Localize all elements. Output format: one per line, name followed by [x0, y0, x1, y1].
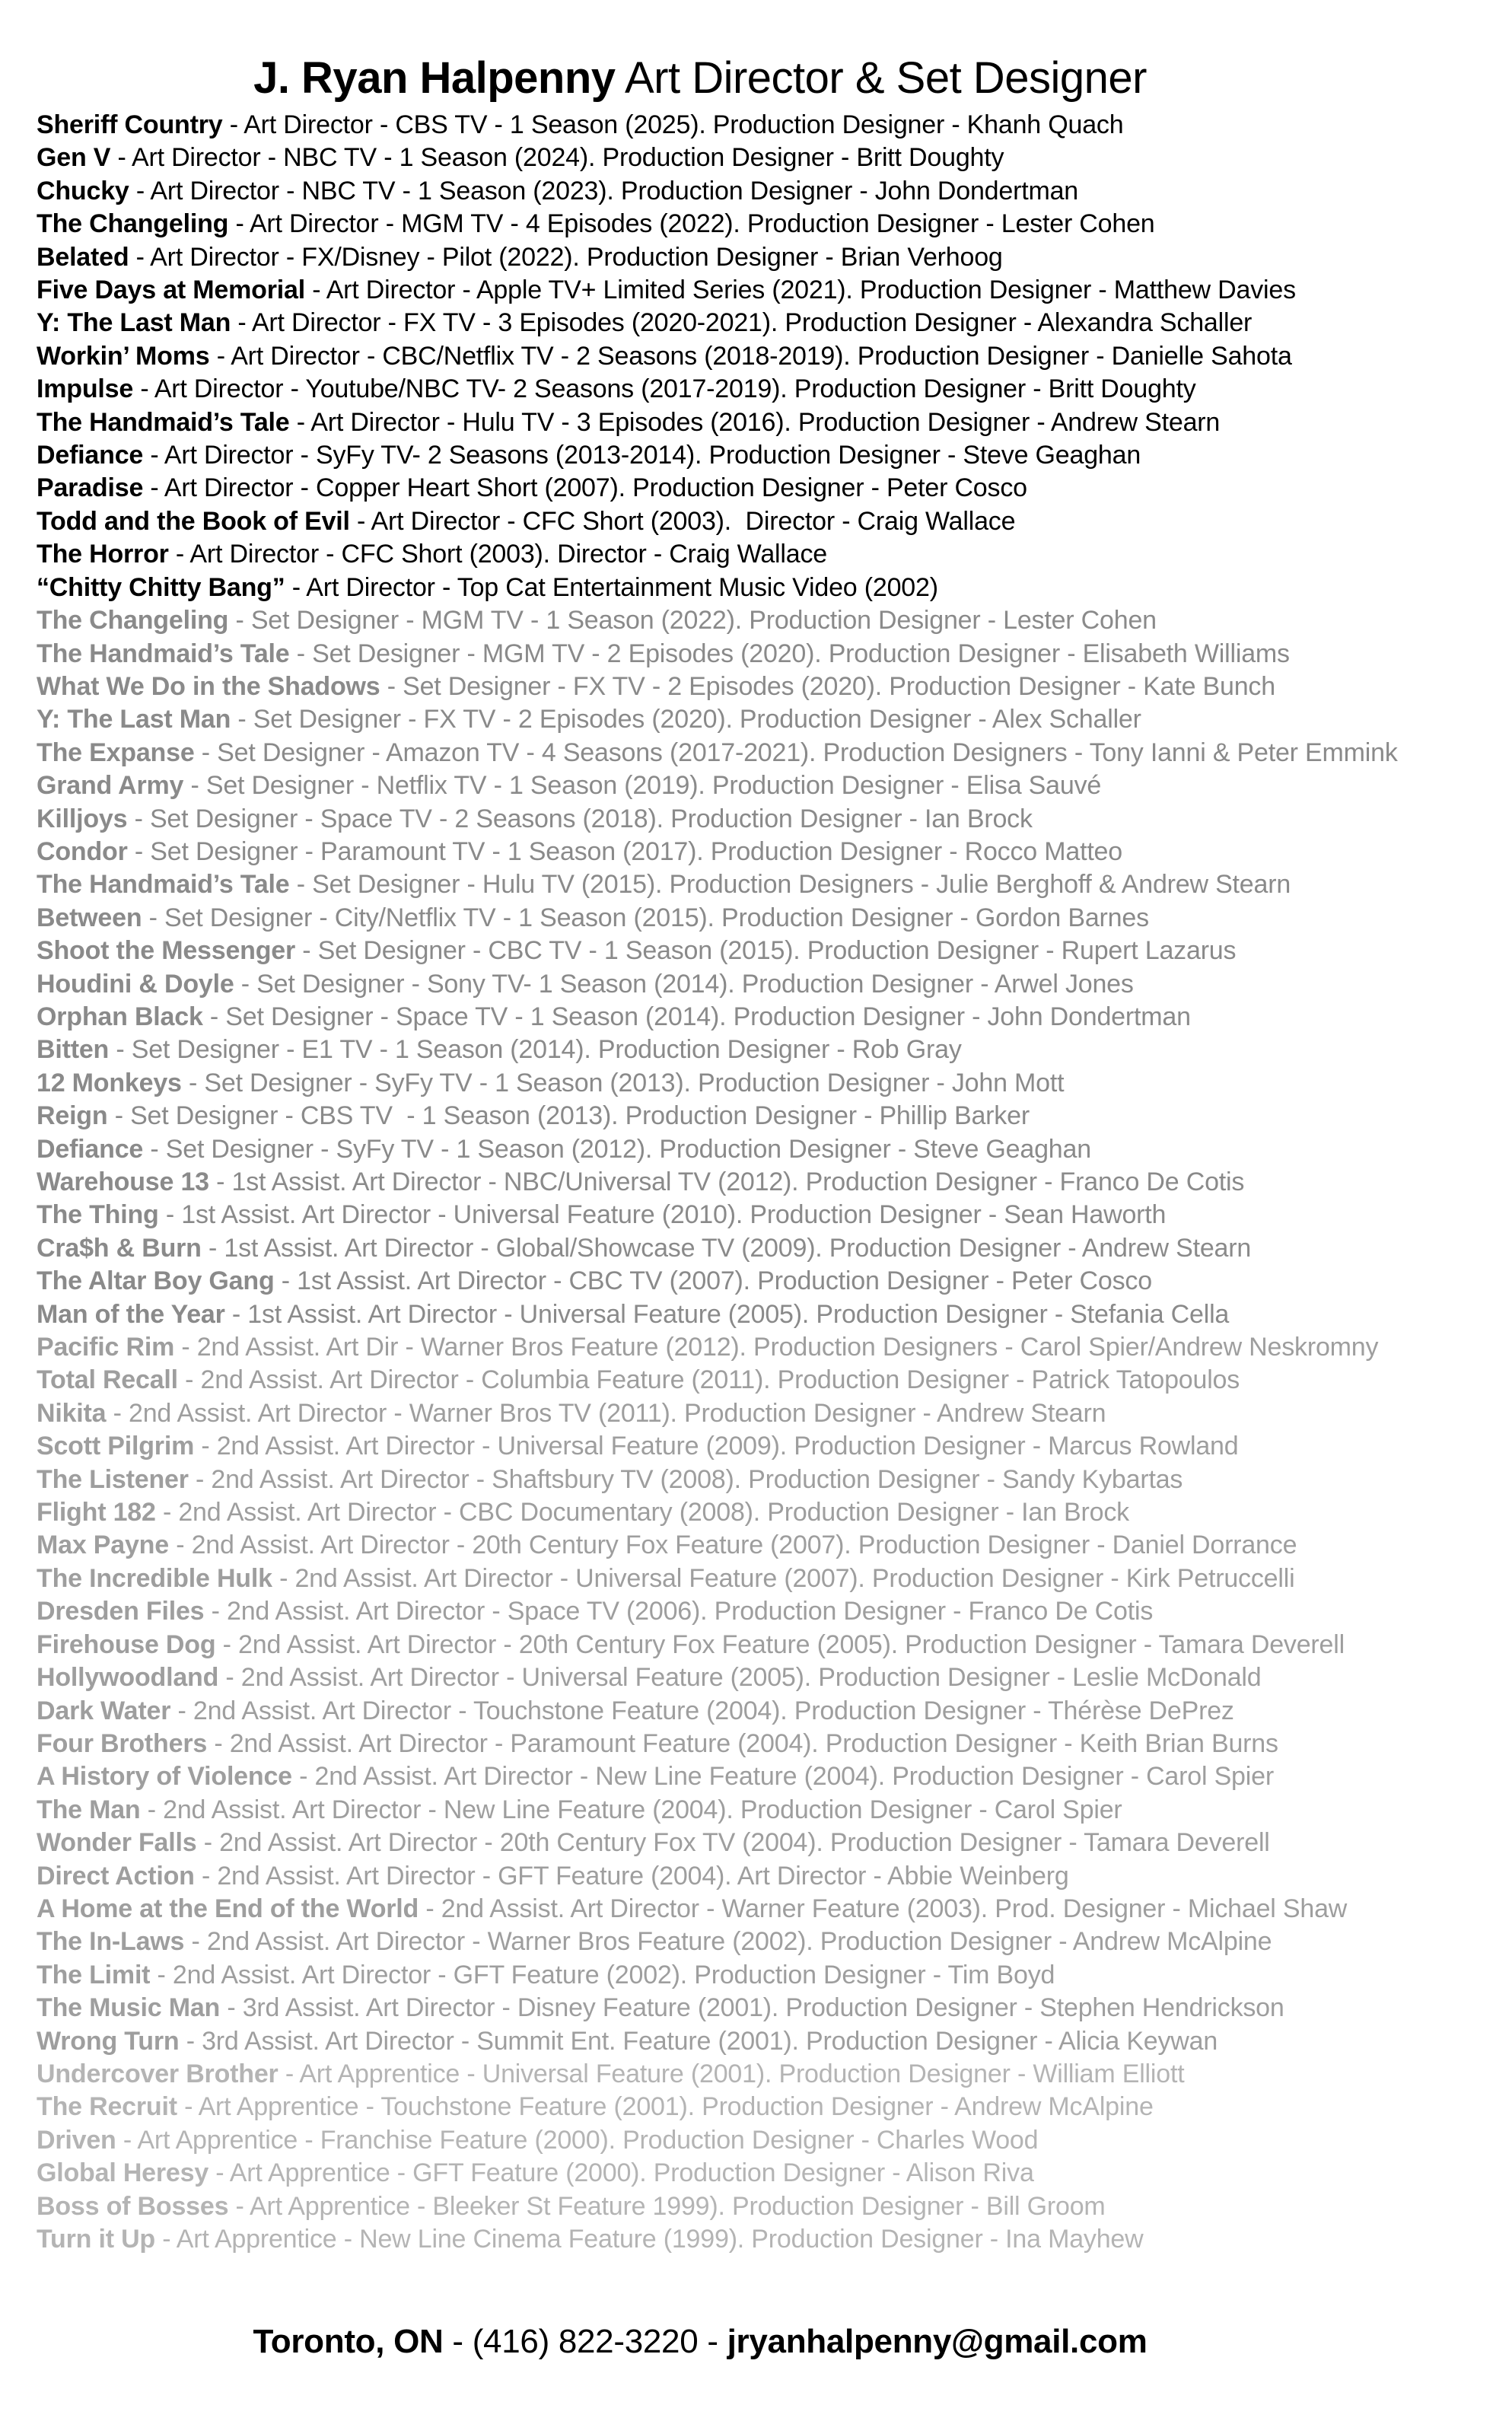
- credit-detail: - Set Designer - CBS TV - 1 Season (2013). Production Designer - Phillip Barker: [107, 1101, 1030, 1131]
- credit-title: The Handmaid’s Tale: [37, 870, 290, 900]
- credit-line: [37, 1265, 1490, 1298]
- credit-line: [37, 868, 1490, 901]
- credit-line: [37, 2223, 1490, 2256]
- credit-line: [37, 1563, 1490, 1595]
- credit-line: [37, 836, 1490, 868]
- credit-line: [37, 1827, 1490, 1859]
- credit-title: Orphan Black: [37, 1002, 203, 1031]
- credit-line: [37, 373, 1490, 406]
- credit-line: [37, 935, 1490, 967]
- credit-detail: - Set Designer - Amazon TV - 4 Seasons (2017-2021). Production Designers - Tony Ianni & Peter Emmink: [194, 737, 1398, 767]
- contact-separator-2: -: [698, 2323, 727, 2360]
- credit-title: Chucky: [37, 176, 129, 205]
- credit-line: [37, 1661, 1490, 1694]
- credit-line: [37, 1001, 1490, 1034]
- credit-title: The Handmaid’s Tale: [37, 407, 290, 437]
- credit-title: The Changeling: [37, 606, 229, 636]
- credit-detail: - Set Designer - CBC TV - 1 Season (2015). Production Designer - Rupert Lazarus: [295, 936, 1237, 966]
- credit-line: [37, 1629, 1490, 1661]
- credit-detail: - 2nd Assist. Art Director - Paramount Feature (2004). Production Designer - Keith Brian Burns: [207, 1728, 1278, 1758]
- credit-line: [37, 1133, 1490, 1166]
- credit-line: [37, 1298, 1490, 1331]
- credit-title: Scott Pilgrim: [37, 1432, 195, 1461]
- credit-detail: - Art Director - Hulu TV - 3 Episodes (2016). Production Designer - Andrew Stearn: [289, 407, 1221, 437]
- credit-line: [37, 2190, 1490, 2223]
- credit-title: Belated: [37, 242, 129, 272]
- credit-detail: - 2nd Assist. Art Director - 20th Century Fox Feature (2005). Production Designer - Tamara Deverell: [215, 1629, 1345, 1659]
- credit-line: [37, 2091, 1490, 2123]
- credit-detail: - 1st Assist. Art Director - Global/Showcase TV (2009). Production Designer - Andrew Stearn: [201, 1233, 1252, 1263]
- credit-detail: - 2nd Assist. Art Director - Space TV (2006). Production Designer - Franco De Cotis: [204, 1597, 1154, 1626]
- credit-detail: - Art Apprentice - Bleeker St Feature 1999). Production Designer - Bill Groom: [228, 2191, 1106, 2221]
- credit-detail: - Art Director - CFC Short (2003). Director - Craig Wallace: [168, 540, 827, 569]
- credit-detail: - Art Director - FX/Disney - Pilot (2022). Production Designer - Brian Verhoog: [129, 242, 1003, 272]
- credit-line: [37, 902, 1490, 935]
- credit-title: The Listener: [37, 1464, 189, 1494]
- credit-line: [37, 638, 1490, 671]
- credit-title: Five Days at Memorial: [37, 276, 305, 305]
- credit-line: [37, 538, 1490, 571]
- credit-detail: - 1st Assist. Art Director - CBC TV (2007). Production Designer - Peter Cosco: [274, 1266, 1152, 1296]
- credit-title: Turn it Up: [37, 2225, 155, 2254]
- credit-line: [37, 1430, 1490, 1463]
- credit-line: [37, 1232, 1490, 1265]
- credit-line: [37, 2124, 1490, 2157]
- credit-detail: - 2nd Assist. Art Director - New Line Feature (2004). Production Designer - Carol Spier: [291, 1762, 1274, 1792]
- credit-title: Undercover Brother: [37, 2059, 279, 2088]
- credit-line: [37, 1166, 1490, 1199]
- credit-detail: - Set Designer - Sony TV- 1 Season (2014). Production Designer - Arwel Jones: [234, 969, 1134, 999]
- credit-title: Total Recall: [37, 1365, 178, 1395]
- credit-title: The In-Laws: [37, 1927, 185, 1957]
- credit-title: Wonder Falls: [37, 1828, 197, 1858]
- credit-detail: - 2nd Assist. Art Director - GFT Feature (2002). Production Designer - Tim Boyd: [150, 1960, 1055, 1989]
- credit-title: Y: The Last Man: [37, 308, 231, 338]
- credit-title: Defiance: [37, 441, 144, 470]
- credit-detail: - Art Director - CBS TV - 1 Season (2025). Production Designer - Khanh Quach: [222, 110, 1124, 139]
- credit-title: Dresden Files: [37, 1597, 205, 1626]
- person-name: J. Ryan Halpenny: [253, 53, 616, 103]
- credit-title: Wrong Turn: [37, 2026, 180, 2056]
- credit-detail: - Set Designer - Netflix TV - 1 Season (2019). Production Designer - Elisa Sauvé: [183, 771, 1102, 801]
- credit-detail: - 3rd Assist. Art Director - Disney Feature (2001). Production Designer - Stephen Hendrickson: [220, 1993, 1284, 2023]
- credit-line: [37, 142, 1490, 174]
- credit-title: Dark Water: [37, 1696, 171, 1725]
- credit-detail: - Set Designer - Space TV - 1 Season (2014). Production Designer - John Dondertman: [202, 1002, 1191, 1031]
- credit-detail: - Art Director - Copper Heart Short (2007). Production Designer - Peter Cosco: [143, 473, 1027, 503]
- credit-line: [37, 406, 1490, 439]
- credit-line: [37, 671, 1490, 703]
- credit-detail: - 2nd Assist. Art Director - Warner Feature (2003). Prod. Designer - Michael Shaw: [419, 1894, 1348, 1923]
- credit-title: Reign: [37, 1101, 108, 1131]
- credit-detail: - 2nd Assist. Art Dir - Warner Bros Feature (2012). Production Designers - Carol Spier/Andrew Neskromny: [174, 1333, 1379, 1362]
- credit-line: [37, 1364, 1490, 1397]
- credit-title: Sheriff Country: [37, 110, 223, 139]
- credit-title: The Altar Boy Gang: [37, 1266, 275, 1296]
- credit-detail: - Set Designer - Paramount TV - 1 Season (2017). Production Designer - Rocco Matteo: [127, 836, 1122, 866]
- credit-line: [37, 1067, 1490, 1100]
- credit-detail: - 2nd Assist. Art Director - Warner Bros Feature (2002). Production Designer - Andrew McAlpine: [184, 1927, 1272, 1957]
- credit-detail: - 2nd Assist. Art Director - Universal Feature (2007). Production Designer - Kirk Petruccelli: [272, 1563, 1295, 1593]
- credit-line: [37, 175, 1490, 208]
- credit-title: “Chitty Chitty Bang”: [37, 572, 285, 602]
- credit-title: Grand Army: [37, 771, 184, 801]
- credit-title: Four Brothers: [37, 1728, 208, 1758]
- credit-line: [37, 1100, 1490, 1132]
- credit-line: [37, 472, 1490, 505]
- credit-detail: - Set Designer - City/Netflix TV - 1 Season (2015). Production Designer - Gordon Barnes: [142, 903, 1149, 932]
- credit-detail: - 2nd Assist. Art Director - GFT Feature (2004). Art Director - Abbie Weinberg: [194, 1861, 1069, 1891]
- credit-title: Max Payne: [37, 1531, 169, 1560]
- credit-detail: - Set Designer - Hulu TV (2015). Production Designers - Julie Berghoff & Andrew Stearn: [289, 870, 1291, 900]
- credit-detail: - 1st Assist. Art Director - NBC/Universal TV (2012). Production Designer - Franco De Cotis: [208, 1167, 1245, 1196]
- credit-title: Y: The Last Man: [37, 705, 231, 734]
- credit-detail: - 1st Assist. Art Director - Universal Feature (2010). Production Designer - Sean Haworth: [158, 1200, 1167, 1230]
- credit-detail: - 2nd Assist. Art Director - Warner Bros TV (2011). Production Designer - Andrew Stearn: [106, 1398, 1106, 1428]
- credit-line: [37, 1760, 1490, 1793]
- credit-line: [37, 2058, 1490, 2091]
- person-role-subtitle: Art Director & Set Designer: [615, 53, 1147, 103]
- credit-line: [37, 439, 1490, 472]
- credit-line: [37, 803, 1490, 836]
- credit-detail: - 2nd Assist. Art Director - Universal Feature (2005). Production Designer - Leslie McDonald: [218, 1663, 1262, 1693]
- credit-line: [37, 2025, 1490, 2058]
- credit-title: The Recruit: [37, 2092, 177, 2122]
- credit-title: Todd and the Book of Evil: [37, 506, 350, 536]
- credit-detail: - 2nd Assist. Art Director - Touchstone Feature (2004). Production Designer - Thérèse DePrez: [170, 1696, 1234, 1725]
- credit-title: Shoot the Messenger: [37, 936, 296, 966]
- credit-line: [37, 1199, 1490, 1231]
- contact-location: Toronto, ON: [253, 2323, 444, 2360]
- credit-line: [37, 274, 1490, 307]
- credit-detail: - Set Designer - FX TV - 2 Episodes (2020). Production Designer - Alex Schaller: [231, 705, 1141, 734]
- credit-title: The Expanse: [37, 737, 195, 767]
- credit-title: Firehouse Dog: [37, 1629, 216, 1659]
- credit-detail: - Art Director - Top Cat Entertainment Music Video (2002): [285, 572, 938, 602]
- credit-title: Warehouse 13: [37, 1167, 209, 1196]
- credit-title: The Limit: [37, 1960, 151, 1989]
- credit-detail: - Art Apprentice - Universal Feature (2001). Production Designer - William Elliott: [278, 2059, 1185, 2088]
- credit-title: Pacific Rim: [37, 1333, 175, 1362]
- credit-title: The Music Man: [37, 1993, 221, 2023]
- credit-title: Killjoys: [37, 804, 128, 833]
- credit-line: [37, 1860, 1490, 1893]
- credit-line: [37, 1496, 1490, 1529]
- credit-title: 12 Monkeys: [37, 1068, 182, 1097]
- credit-detail: - 2nd Assist. Art Director - Shaftsbury TV (2008). Production Designer - Sandy Kybartas: [188, 1464, 1183, 1494]
- credit-detail: - Set Designer - SyFy TV - 1 Season (2012). Production Designer - Steve Geaghan: [143, 1134, 1091, 1164]
- credit-detail: - Set Designer - SyFy TV - 1 Season (2013). Production Designer - John Mott: [181, 1068, 1065, 1097]
- credit-detail: - 2nd Assist. Art Director - CBC Documentary (2008). Production Designer - Ian Brock: [155, 1498, 1129, 1527]
- contact-phone: (416) 822-3220: [472, 2323, 699, 2360]
- credit-title: The Incredible Hulk: [37, 1563, 272, 1593]
- credit-title: Nikita: [37, 1398, 107, 1428]
- credit-title: Boss of Bosses: [37, 2191, 229, 2221]
- credit-line: [37, 1728, 1490, 1760]
- credit-detail: - 2nd Assist. Art Director - New Line Feature (2004). Production Designer - Carol Spier: [140, 1795, 1122, 1824]
- credit-detail: - Set Designer - Space TV - 2 Seasons (2018). Production Designer - Ian Brock: [127, 804, 1033, 833]
- credit-line: [37, 1926, 1490, 1958]
- credit-title: Hollywoodland: [37, 1663, 219, 1693]
- credit-detail: - 2nd Assist. Art Director - Universal Feature (2009). Production Designer - Marcus Rowland: [194, 1432, 1239, 1461]
- credit-title: The Man: [37, 1795, 141, 1824]
- credit-title: A History of Violence: [37, 1762, 292, 1792]
- credit-line: [37, 572, 1490, 604]
- credit-line: [37, 1464, 1490, 1496]
- credit-title: Flight 182: [37, 1498, 156, 1527]
- credit-title: Man of the Year: [37, 1299, 225, 1329]
- credit-title: Between: [37, 903, 142, 932]
- credit-line: [37, 2157, 1490, 2190]
- credit-title: The Thing: [37, 1200, 159, 1230]
- credit-detail: - Art Apprentice - Franchise Feature (2000). Production Designer - Charles Wood: [116, 2125, 1039, 2155]
- credit-title: Cra$h & Burn: [37, 1233, 202, 1263]
- credit-line: [37, 1529, 1490, 1562]
- credit-detail: - Art Apprentice - Touchstone Feature (2001). Production Designer - Andrew McAlpine: [177, 2092, 1154, 2122]
- credit-line: [37, 208, 1490, 241]
- credit-line: [37, 505, 1490, 538]
- credit-detail: - Set Designer - FX TV - 2 Episodes (2020). Production Designer - Kate Bunch: [380, 671, 1275, 701]
- credits-list: [37, 109, 1490, 2256]
- credit-title: Bitten: [37, 1035, 110, 1065]
- credit-line: [37, 968, 1490, 1001]
- credit-detail: - Art Director - Apple TV+ Limited Series (2021). Production Designer - Matthew Davies: [304, 276, 1296, 305]
- credit-detail: - Set Designer - MGM TV - 1 Season (2022). Production Designer - Lester Cohen: [228, 606, 1157, 636]
- contact-separator-1: -: [443, 2323, 473, 2360]
- credit-line: [37, 769, 1490, 802]
- credit-title: The Horror: [37, 540, 169, 569]
- credit-detail: - 2nd Assist. Art Director - 20th Century Fox Feature (2007). Production Designer - Daniel Dorrance: [168, 1531, 1297, 1560]
- contact-footer: [37, 2315, 1364, 2368]
- credit-line: [37, 1595, 1490, 1628]
- credit-line: [37, 307, 1490, 339]
- credit-detail: - 2nd Assist. Art Director - Columbia Feature (2011). Production Designer - Patrick Tatopoulos: [177, 1365, 1240, 1395]
- credit-line: [37, 1331, 1490, 1364]
- credit-detail: - Art Director - SyFy TV- 2 Seasons (2013-2014). Production Designer - Steve Geaghan: [143, 441, 1141, 470]
- contact-email: jryanhalpenny@gmail.com: [727, 2323, 1148, 2360]
- credit-line: [37, 1992, 1490, 2024]
- credit-detail: - Art Director - Youtube/NBC TV- 2 Seasons (2017-2019). Production Designer - Britt Doughty: [133, 374, 1196, 404]
- credit-detail: - Set Designer - E1 TV - 1 Season (2014). Production Designer - Rob Gray: [109, 1035, 962, 1065]
- credit-detail: - Art Director - CBC/Netflix TV - 2 Seasons (2018-2019). Production Designer - Danielle Sahota: [209, 341, 1292, 371]
- credit-line: [37, 703, 1490, 736]
- credit-title: Paradise: [37, 473, 144, 503]
- credit-title: A Home at the End of the World: [37, 1894, 419, 1923]
- credit-line: [37, 1794, 1490, 1827]
- credit-detail: - Art Director - MGM TV - 4 Episodes (2022). Production Designer - Lester Cohen: [228, 209, 1155, 239]
- credit-line: [37, 1959, 1490, 1992]
- credit-detail: - 3rd Assist. Art Director - Summit Ent. Feature (2001). Production Designer - Alicia Keywan: [179, 2026, 1218, 2056]
- credit-detail: - Art Director - NBC TV - 1 Season (2023). Production Designer - John Dondertman: [129, 176, 1079, 205]
- credit-title: Impulse: [37, 374, 134, 404]
- credit-line: [37, 737, 1490, 769]
- credit-detail: - Art Director - CFC Short (2003). Director - Craig Wallace: [349, 506, 1016, 536]
- credit-line: [37, 340, 1490, 373]
- credit-line: [37, 109, 1490, 142]
- credit-detail: - 2nd Assist. Art Director - 20th Century Fox TV (2004). Production Designer - Tamara Deverell: [196, 1828, 1270, 1858]
- credit-title: The Handmaid’s Tale: [37, 639, 290, 668]
- credit-detail: - Set Designer - MGM TV - 2 Episodes (2020). Production Designer - Elisabeth Williams: [289, 639, 1290, 668]
- credit-line: [37, 1893, 1490, 1926]
- credit-detail: - Art Director - NBC TV - 1 Season (2024). Production Designer - Britt Doughty: [110, 143, 1004, 173]
- credit-title: Direct Action: [37, 1861, 195, 1891]
- credit-line: [37, 1397, 1490, 1430]
- credit-line: [37, 1034, 1490, 1066]
- credit-title: The Changeling: [37, 209, 229, 239]
- credit-line: [37, 604, 1490, 637]
- credit-title: Global Heresy: [37, 2158, 209, 2188]
- credit-title: Condor: [37, 836, 128, 866]
- credit-title: Workin’ Moms: [37, 341, 210, 371]
- credit-detail: - Art Apprentice - New Line Cinema Feature (1999). Production Designer - Ina Mayhew: [155, 2225, 1144, 2254]
- credit-title: What We Do in the Shadows: [37, 671, 380, 701]
- credit-detail: - Art Director - FX TV - 3 Episodes (2020-2021). Production Designer - Alexandra Schaller: [231, 308, 1253, 338]
- credit-line: [37, 241, 1490, 274]
- page-title: [37, 51, 1364, 106]
- credit-detail: - 1st Assist. Art Director - Universal Feature (2005). Production Designer - Stefania Cella: [224, 1299, 1230, 1329]
- credit-title: Houdini & Doyle: [37, 969, 234, 999]
- credit-title: Defiance: [37, 1134, 144, 1164]
- credit-detail: - Art Apprentice - GFT Feature (2000). Production Designer - Alison Riva: [208, 2158, 1034, 2188]
- credit-line: [37, 1695, 1490, 1728]
- credit-title: Gen V: [37, 143, 111, 173]
- credit-title: Driven: [37, 2125, 116, 2155]
